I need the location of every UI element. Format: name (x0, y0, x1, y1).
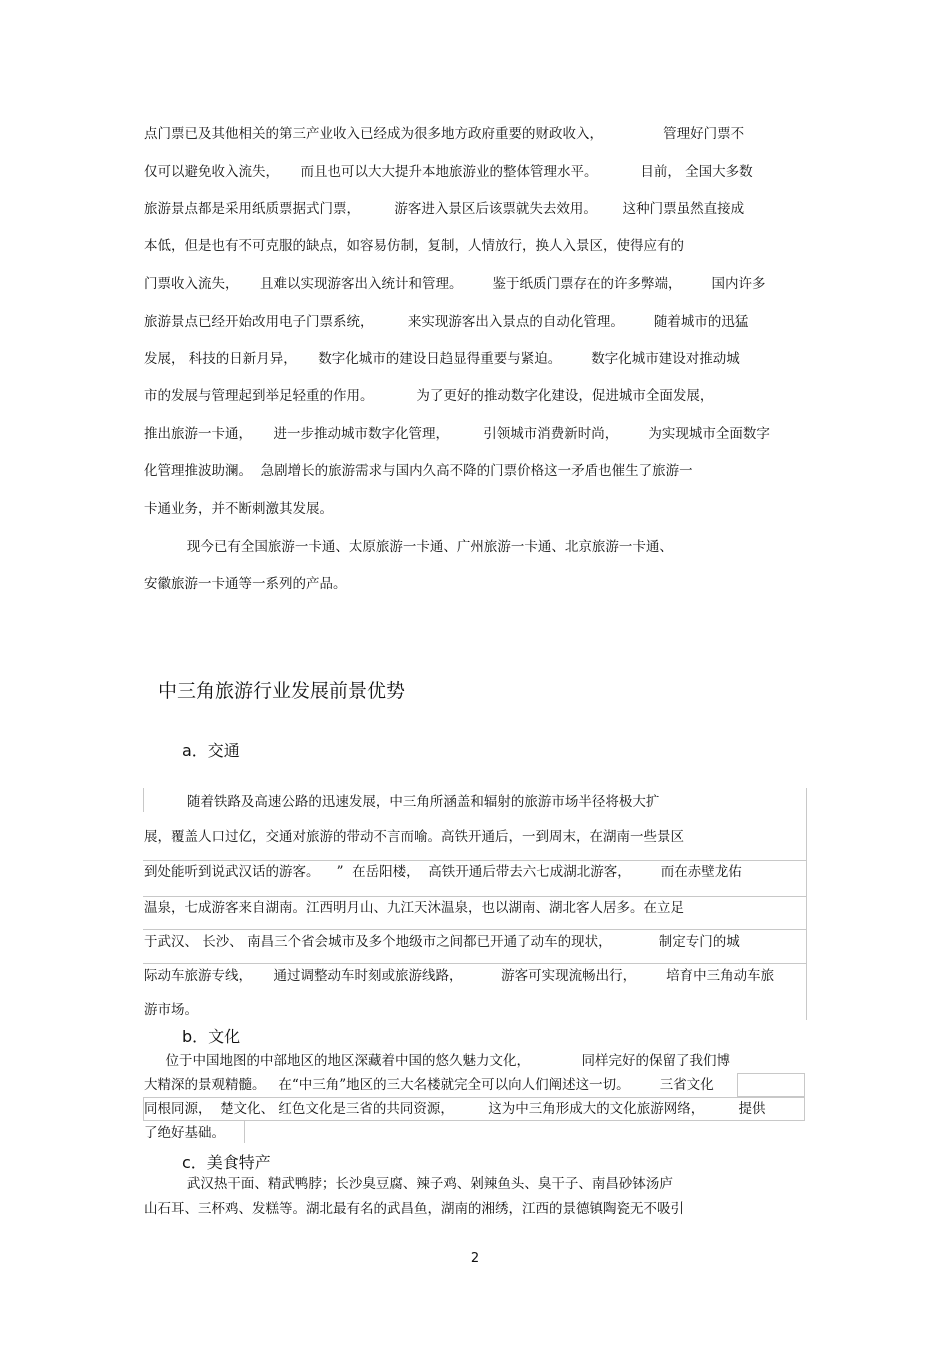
subsection-heading-b: b．文化 (182, 1027, 241, 1046)
body-text-line: 了绝好基础。 (144, 1125, 225, 1141)
body-text-line: 随着铁路及高速公路的迅速发展，中三角所涵盖和辐射的旅游市场半径将极大扩 (144, 794, 660, 810)
body-text-line: 市的发展与管理起到举足轻重的作用。 为了更好的推动数字化建设，促进城市全面发展， (144, 388, 714, 404)
text-frame-rule (143, 896, 806, 897)
body-text-line: 安徽旅游一卡通等一系列的产品。 (144, 576, 347, 592)
body-text-line: 卡通业务，并不断刺激其发展。 (144, 501, 333, 517)
body-text-line: 点门票已及其他相关的第三产业收入已经成为很多地方政府重要的财政收入， 管理好门票不 (144, 126, 745, 142)
text-frame-rule (143, 860, 806, 861)
subsection-heading-c: c．美食特产 (182, 1153, 271, 1172)
text-frame-rule (143, 929, 806, 930)
body-text-line: 化管理推波助澜。 急剧增长的旅游需求与国内久高不降的门票价格这一矛盾也催生了旅游一 (144, 463, 693, 479)
text-frame-right (806, 788, 807, 1020)
body-text-line: 展，覆盖人口过亿，交通对旅游的带动不言而喻。高铁开通后，一到周末，在湖南一些景区 (144, 829, 684, 845)
body-text-line: 发展， 科技的日新月异， 数字化城市的建设日趋显得重要与紧迫。 数字化城市建设对推动城 (144, 351, 740, 367)
subsection-heading-a: a．交通 (182, 741, 240, 760)
text-frame (737, 1073, 805, 1097)
body-text-line: 仅可以避免收入流失， 而且也可以大大提升本地旅游业的整体管理水平。 目前， 全国大多数 (144, 164, 753, 180)
body-text-line: 到处能听到说武汉话的游客。 ” 在岳阳楼， 高铁开通后带去六七成湖北游客， 而在赤壁龙佑 (144, 864, 742, 880)
text-frame-right (244, 1121, 245, 1143)
text-frame-rule (143, 963, 806, 964)
body-text-line: 旅游景点已经开始改用电子门票系统， 来实现游客出入景点的自动化管理。 随着城市的迅猛 (144, 314, 749, 330)
body-text-line: 同根同源， 楚文化、 红色文化是三省的共同资源， 这为中三角形成大的文化旅游网络， 提供 (144, 1101, 766, 1117)
page-number: 2 (470, 1251, 480, 1266)
body-text-line: 山石耳、三杯鸡、发糕等。湖北最有名的武昌鱼，湖南的湘绣，江西的景德镇陶瓷无不吸引 (144, 1201, 684, 1217)
body-text-line: 武汉热干面、精武鸭脖；长沙臭豆腐、辣子鸡、剁辣鱼头、臭干子、南昌砂钵汤庐 (144, 1176, 673, 1192)
body-text-line: 大精深的景观精髓。 在“中三角”地区的三大名楼就完全可以向人们阐述这一切。 三省文化 (144, 1077, 714, 1093)
body-text-line: 温泉，七成游客来自湖南。江西明月山、九江天沐温泉，也以湖南、湖北客人居多。在立足 (144, 900, 684, 916)
body-text-line: 推出旅游一卡通， 进一步推动城市数字化管理， 引领城市消费新时尚， 为实现城市全面数字 (144, 426, 770, 442)
section-heading: 中三角旅游行业发展前景优势 (158, 680, 406, 702)
body-text-line: 现今已有全国旅游一卡通、太原旅游一卡通、广州旅游一卡通、北京旅游一卡通、 (144, 539, 673, 555)
body-text-line: 游市场。 (144, 1002, 198, 1018)
body-text-line: 位于中国地图的中部地区的地区深藏着中国的悠久魅力文化， 同样完好的保留了我们博 (144, 1053, 730, 1069)
body-text-line: 于武汉、 长沙、 南昌三个省会城市及多个地级市之间都已开通了动车的现状， 制定专门的城 (144, 934, 740, 950)
body-text-line: 旅游景点都是采用纸质票据式门票， 游客进入景区后该票就失去效用。 这种门票虽然直接成 (144, 201, 745, 217)
body-text-line: 本低，但是也有不可克服的缺点，如容易仿制，复制，人情放行，换人入景区，使得应有的 (144, 238, 684, 254)
body-text-line: 际动车旅游专线， 通过调整动车时刻或旅游线路， 游客可实现流畅出行， 培育中三角动车旅 (144, 968, 775, 984)
body-text-line: 门票收入流失， 且难以实现游客出入统计和管理。 鉴于纸质门票存在的许多弊端， 国内许多 (144, 276, 766, 292)
